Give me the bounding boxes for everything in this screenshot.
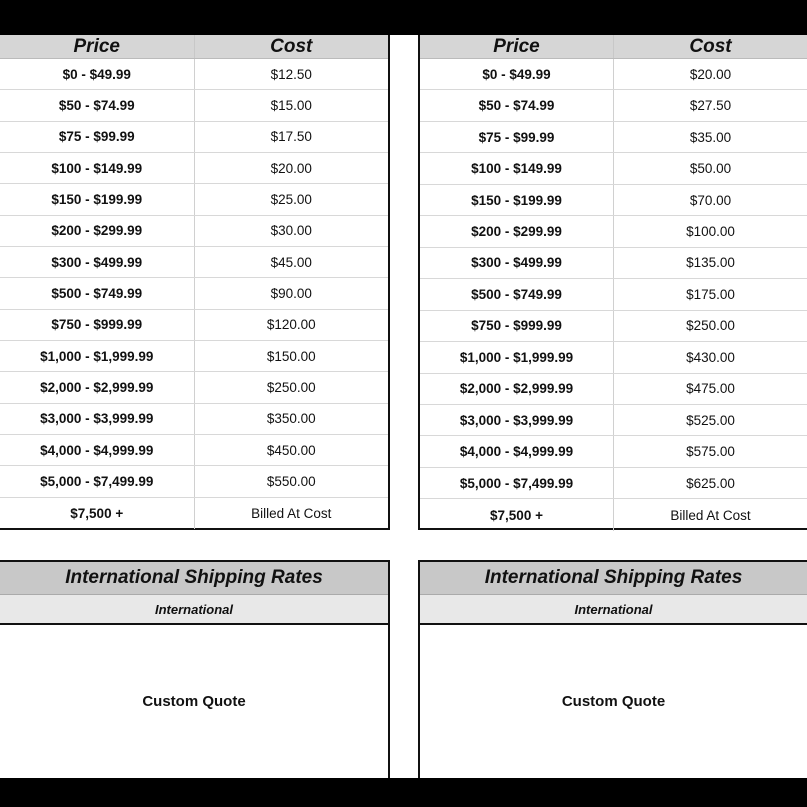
cost-cell: $450.00 (266, 442, 316, 458)
table-row (0, 310, 388, 341)
international-title: International Shipping Rates (0, 562, 388, 595)
domestic-rates-table-right (418, 35, 807, 530)
table-row (0, 90, 388, 121)
cost-cell: $625.00 (686, 475, 735, 491)
table-row (0, 372, 388, 403)
table-row (0, 498, 388, 529)
cost-cell: $90.00 (270, 285, 312, 301)
table-row (420, 122, 807, 153)
custom-quote-text: Custom Quote (561, 692, 666, 710)
international-subheader: International (420, 595, 807, 625)
table-row (0, 247, 388, 278)
price-range-cell: $3,000 - $3,999.99 (0, 404, 195, 434)
price-range-cell: $300 - $499.99 (0, 247, 195, 277)
price-range-cell: $75 - $99.99 (0, 122, 195, 152)
table-row (420, 311, 807, 342)
table-row (0, 184, 388, 215)
cost-column-header: Cost (689, 36, 732, 57)
table-row (420, 279, 807, 310)
table-row (420, 90, 807, 121)
table-body (420, 59, 807, 531)
price-range-cell: $7,500 + (420, 499, 614, 530)
cost-cell: $27.50 (689, 98, 732, 114)
table-row (420, 248, 807, 279)
table-row (0, 341, 388, 372)
cost-cell: $175.00 (686, 286, 735, 302)
domestic-rates-table-left (0, 35, 390, 530)
table-row (420, 153, 807, 184)
price-range-cell: $1,000 - $1,999.99 (0, 341, 195, 371)
cost-cell: $550.00 (266, 473, 316, 489)
price-range-cell: $300 - $499.99 (420, 248, 614, 278)
cost-cell: $45.00 (270, 254, 312, 270)
price-column-header: Price (420, 35, 614, 58)
international-subheader: International (0, 595, 388, 625)
cost-cell: $15.00 (270, 97, 312, 113)
cost-column-header: Cost (270, 36, 313, 57)
price-range-cell: $50 - $74.99 (0, 90, 195, 120)
table-row (420, 405, 807, 436)
table-row (0, 278, 388, 309)
price-range-cell: $100 - $149.99 (420, 153, 614, 183)
cost-cell: $430.00 (686, 349, 735, 365)
price-range-cell: $200 - $299.99 (0, 216, 195, 246)
table-row (420, 499, 807, 530)
table-row (0, 466, 388, 497)
shipping-rates-page (0, 35, 807, 778)
table-row (0, 216, 388, 247)
price-range-cell: $750 - $999.99 (420, 311, 614, 341)
price-range-cell: $150 - $199.99 (0, 184, 195, 214)
price-range-cell: $750 - $999.99 (0, 310, 195, 340)
price-range-cell: $0 - $49.99 (0, 59, 195, 89)
price-range-cell: $5,000 - $7,499.99 (0, 466, 195, 496)
table-body (0, 59, 388, 529)
price-range-cell: $50 - $74.99 (420, 90, 614, 120)
cost-cell: $150.00 (266, 348, 316, 364)
table-row (420, 59, 807, 90)
cost-cell: $35.00 (689, 129, 732, 145)
table-row (0, 59, 388, 90)
cost-cell: $250.00 (266, 379, 316, 395)
cost-cell: $475.00 (686, 381, 735, 397)
table-row (0, 404, 388, 435)
cost-cell: $135.00 (686, 255, 735, 271)
table-row (0, 153, 388, 184)
cost-cell: $20.00 (689, 66, 732, 82)
table-header (0, 35, 388, 59)
price-range-cell: $1,000 - $1,999.99 (420, 342, 614, 372)
table-row (420, 374, 807, 405)
cost-cell: $575.00 (686, 444, 735, 460)
price-range-cell: $0 - $49.99 (420, 59, 614, 89)
international-title: International Shipping Rates (420, 562, 807, 595)
price-range-cell: $500 - $749.99 (420, 279, 614, 309)
table-row (420, 468, 807, 499)
table-header (420, 35, 807, 59)
table-row (420, 436, 807, 467)
table-row (420, 185, 807, 216)
price-range-cell: $75 - $99.99 (420, 122, 614, 152)
table-row (420, 342, 807, 373)
price-range-cell: $7,500 + (0, 498, 195, 529)
price-range-cell: $2,000 - $2,999.99 (0, 372, 195, 402)
cost-cell: $250.00 (686, 318, 735, 334)
cost-cell: $70.00 (689, 192, 732, 208)
cost-cell: $12.50 (270, 66, 312, 82)
table-row (0, 122, 388, 153)
cost-cell: $25.00 (270, 191, 312, 207)
cost-cell: Billed At Cost (670, 507, 751, 523)
price-range-cell: $2,000 - $2,999.99 (420, 374, 614, 404)
cost-cell: $100.00 (686, 223, 735, 239)
cost-cell: $350.00 (266, 411, 316, 427)
cost-cell: $17.50 (270, 129, 312, 145)
price-range-cell: $4,000 - $4,999.99 (0, 435, 195, 465)
price-range-cell: $4,000 - $4,999.99 (420, 436, 614, 466)
price-range-cell: $500 - $749.99 (0, 278, 195, 308)
international-rates-panel-left (0, 560, 390, 778)
international-rates-panel-right (418, 560, 807, 778)
cost-cell: Billed At Cost (251, 505, 332, 521)
table-row (0, 435, 388, 466)
table-row (420, 216, 807, 247)
cost-cell: $30.00 (270, 223, 312, 239)
price-range-cell: $200 - $299.99 (420, 216, 614, 246)
custom-quote-text: Custom Quote (142, 692, 246, 710)
price-range-cell: $100 - $149.99 (0, 153, 195, 183)
price-range-cell: $150 - $199.99 (420, 185, 614, 215)
price-range-cell: $3,000 - $3,999.99 (420, 405, 614, 435)
cost-cell: $50.00 (689, 161, 732, 177)
price-column-header: Price (0, 35, 195, 58)
price-range-cell: $5,000 - $7,499.99 (420, 468, 614, 498)
cost-cell: $20.00 (270, 160, 312, 176)
cost-cell: $525.00 (686, 412, 735, 428)
cost-cell: $120.00 (266, 317, 316, 333)
